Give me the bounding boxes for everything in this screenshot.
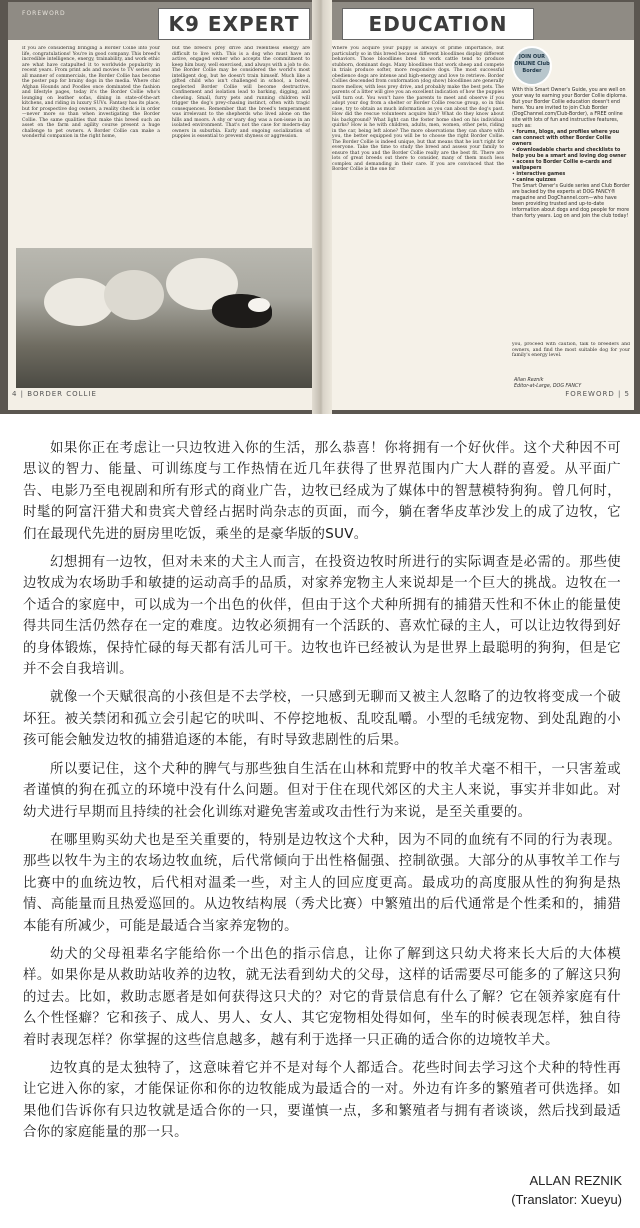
right-title-band (322, 2, 634, 40)
left-column-2: but the breed's prey drive and relentless energy are difficult to live with. This is a dog who must have an active, engaged owner who accepts the commitment to keep him busy, well exercised, and always with a job to do. The Border Collie may be considered the world's most intelligent dog, but he doesn't train himself. Much like a gifted child who isn't challenged in school, a bored, neglected Border Collie will become destructive. Confinement and isolation lead to barking, digging, and chewing. Small, furry pets and running children will trigger the dog's prey-chasing instinct, often with tragic consequences. Remember that the breed's temperament was irrelevant to the shepherds who lived alone on the hills and moors. A shy or wary dog was a non-issue in an isolated environment. That's not the case for modern-day owners in suburbia. Early and ongoing socialization of puppies is essential to prevent shyness or aggression. (172, 46, 310, 139)
translation-paragraph: 如果你正在考虑让一只边牧进入你的生活，那么恭喜！你将拥有一个好伙伴。这个犬种因不可思议的智力、能量、可训练度与工作热情在近几年获得了世界范围内广大人群的喜爱。从平面广告、电影乃至电视剧和所有形式的商业广告，边牧已经成为了媒体中的智慧模特狗狗。曾几何时，时髦的阿富汗猎犬和贵宾犬曾经占据时尚杂志的页面，而今，躺在奢华皮革沙发上的成了边牧，它们在最现代先进的厨房里吃饭，乘坐的是豪华版的SUV。 (23, 441, 621, 542)
title-right: EDUCATION (368, 12, 508, 36)
left-text-columns (22, 46, 312, 246)
translation-paragraph: 幼犬的父母祖辈名字能给你一个出色的指示信息，让你了解到这只幼犬将来长大后的大体模样。如果你是从救助站收养的边牧，就无法看到幼犬的父母，这样的话需要尽可能多的了解这只狗的过去。比如，救助志愿者是如何获得这只犬的？对它的背景信息有什么了解？它在领养家庭有什么个性怪癖？它和孩子、成人、男人、女人、其它宠物相处得如何，坐车的时候表现怎样，独自待着时表现怎样？你掌握的这些信息越多，越有利于选择一只正确的适合你的边境牧羊犬。 (23, 946, 621, 1048)
right-column-1: Where you acquire your puppy is always of prime importance, but particularly so in this breed because different bloodlines display different behaviors. Those bloodlines bred to work cattle tend to produce stubborn, dominant dogs. Many bloodlines that work sheep and compete in trials produce softer, more responsive dogs. The most successful obedience dogs are intense and high-energy and love to retrieve. Border Collies descended from conformation (dog show) bloodlines are generally more mellow, with less prey drive, and probably make the best pets. The parents of a litter will give you an excellent indication of how the puppies will turn out. You won't have the parents to meet and observe if you adopt your dog from a shelter or Border Collie rescue group, so in this case, try to obtain as much information as you can about the dog's past. How did the rescue volunteers acquire him? What do they know about his background? What light can the foster home shed on his individual quirks? How is he with children, adults, men, women, other pets, riding in the car, being left alone? The more observations they can share with you, the better equipped you will be to choose the right Border Collie. The Border Collie is indeed unique, but that means that he isn't right for everyone. Take the time to study the breed and assess your family to ensure that you and the Border Collie really are the best fit. There are lots of great breeds out there to consider, many of them much less complex and demanding in their care. If you are convinced that the Border Collie is the one for (332, 46, 504, 172)
translation-paragraph: 所以要记住，这个犬种的脾气与那些独自生活在山林和荒野中的牧羊犬毫不相干，一只害羞或者谨慎的狗在孤立的环境中没有什么问题。但对于住在现代郊区的犬主人来说，事实并非如此。对幼犬进行早期而且持续的社会化训练对避免害羞或攻击性行为来说，是至关重要的。 (23, 761, 621, 820)
sheep-herding-photo (16, 248, 316, 388)
folio-right: FOREWORD | 5 (565, 390, 630, 398)
magazine-signoff (514, 378, 581, 390)
title-left: K9 EXPERT (168, 12, 300, 36)
foreword-tag: FOREWORD (22, 10, 66, 17)
club-border-badge: JOIN OUR ONLINE Club Border (512, 46, 552, 86)
signoff-role: Editor-at-Large, DOG FANCY (514, 384, 582, 389)
folio-left: 4 | BORDER COLLIE (12, 390, 97, 398)
translator-credit: (Translator: Xueyu) (511, 1192, 622, 1207)
credit-block (511, 1171, 622, 1209)
author-name: ALLAN REZNIK (529, 1173, 622, 1188)
translation-paragraph: 边牧真的是太独特了，这意味着它并不是对每个人都适合。花些时间去学习这个犬种的特性再让它进入你的家，才能保证你和你的边牧能成为最适合的一对。外边有许多的繁殖者可供选择。如果他们告诉你有只边牧就是适合你的一只，要谨慎一点，多和繁殖者与拥有者谈谈，然后找到最适合你的家庭能量的那一只。 (23, 1060, 621, 1141)
magazine-spread-photo (0, 0, 640, 414)
club-intro: With this Smart Owner's Guide, you are well on your way to earning your Border Collie diploma. But your Border Collie education doesn't end here. You are invited to join Club Border (DogChannel.com/Club-Border), a FREE online site with lots of fun and instructive features, such as: (512, 88, 628, 129)
club-item: • downloadable charts and checklists to help you be a smart and loving dog owner (512, 148, 627, 159)
left-title-band (8, 2, 320, 40)
right-text-column (332, 46, 504, 346)
book-gutter (312, 0, 332, 414)
magazine-right-page (322, 2, 634, 410)
club-border-text (512, 88, 630, 220)
sheep-figure (44, 278, 114, 326)
left-column-1: If you are considering bringing a Border Collie into your life, congratulations! You're in good company. This breed's incredible intelligence, energy, trainability, and work ethic are what have catapulted it to worldwide popularity in recent years. From print ads and movies to TV series and all manner of commercials, the Border Collie has become the poster pup for brainy dogs in the media. Where chic Afghan Hounds and Poodles once dominated the fashion and lifestyle pages, today it's the Border Collie who's lounging on leather sofas, dining in state-of-the-art kitchens, and riding in luxury SUVs. Fantasy has its place, but for prospective dog owners, a reality check is in order—never more so than when investigating the Border Collie. The same qualities that make this breed such an asset on the farm and agility course present a huge challenge to pet owners. A Border Collie can make a wonderful companion in the right home, (22, 46, 160, 139)
right-closing-text (512, 342, 630, 376)
translation-paragraph: 在哪里购买幼犬也是至关重要的，特别是边牧这个犬种，因为不同的血统有不同的行为表现。那些以牧牛为主的农场边牧血统，后代常倾向于出性格倔强、控制欲强。大部分的从事牧羊工作与比赛中的血统边牧，后代相对温柔一些，对主人的回应度更高。最成功的高度服从性的狗狗是热情、高能量而且热爱巡回的。从边牧结构展（秀犬比赛）中繁殖出的后代通常是个性柔和的，捕猎本能有所减少，可能是最适合当家养宠物的。 (23, 832, 621, 934)
translation-text (23, 438, 621, 1151)
dog-white-marking (248, 298, 270, 312)
right-closing: you, proceed with caution, talk to breeders and owners, and find the most suitable dog for your family's energy level. (512, 342, 630, 358)
club-item: • canine quizzes (512, 178, 557, 183)
club-item: • access to Border Collie e-cards and wallpapers (512, 160, 612, 171)
sheep-figure (104, 270, 164, 320)
title-box-right (342, 8, 534, 40)
translation-paragraph: 就像一个天赋很高的小孩但是不去学校，一只感到无聊而又被主人忽略了的边牧将变成一个破坏狂。被关禁闭和孤立会引起它的吠叫、不停挖地板、乱咬乱嚼。小型的毛绒宠物、到处乱跑的小孩可能会触发边牧的捕猎追逐的本能，有时导致悲剧性的后果。 (23, 690, 621, 749)
club-item: • interactive games (512, 172, 566, 177)
club-outro: The Smart Owner's Guide series and Club Border are backed by the experts at DOG FANCY® magazine and DogChannel.com—who have been providing trusted and up-to-date information about dogs and dog people for more than forty years. Log on and join the club today! (512, 184, 630, 219)
club-border-sidebar (512, 46, 630, 266)
title-box-left (158, 8, 310, 40)
translation-paragraph: 幻想拥有一边牧，但对未来的犬主人而言，在投资边牧时所进行的实际调查是必需的。那些使边牧成为农场助手和敏捷的运动高手的品质，对家养宠物主人来说却是一个巨大的挑战。边牧在一个适合的家庭中，可以成为一个出色的伙伴，但由于这个犬种所拥有的捕猎天性和不休止的能量使得共同生活仍然存在一定的难度。边牧必须拥有一个活跃的、喜欢忙碌的主人，可以让边牧得到好的身体锻炼，保持忙碌的每天都有活儿可干。边牧也许已经被认为是世界上最聪明的狗狗，但是它并不会自我培训。 (23, 555, 621, 678)
signoff-name: Allan Reznik (514, 378, 544, 383)
magazine-left-page (8, 2, 320, 410)
club-item: • forums, blogs, and profiles where you can connect with other Border Collie owners (512, 130, 620, 147)
